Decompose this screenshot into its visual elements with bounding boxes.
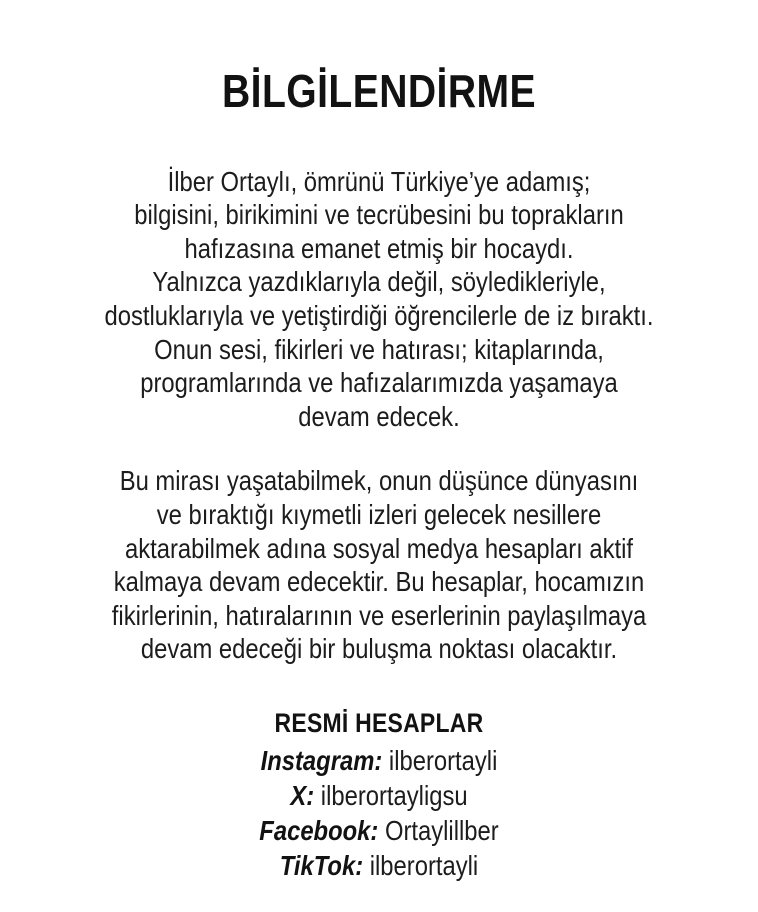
text-line: hafızasına emanet etmiş bir hocaydı. [184, 232, 574, 264]
account-row-facebook [57, 813, 701, 848]
text-line: Yalnızca yazdıklarıyla değil, söyledikleriyle, [152, 266, 606, 298]
account-platform-label: Facebook: [259, 814, 379, 846]
account-platform-label: Instagram: [260, 744, 383, 776]
text-line: programlarında ve hafızalarımızda yaşamaya [140, 367, 618, 399]
account-platform-label: TikTok: [279, 849, 364, 881]
account-handle: Ortaylillber [384, 814, 499, 846]
official-accounts-list [57, 743, 701, 883]
text-line: Onun sesi, fikirleri ve hatırası; kitaplarında, [154, 333, 604, 365]
account-row-instagram [57, 743, 701, 778]
account-row-x [57, 778, 701, 813]
text-line: dostluklarıyla ve yetiştirdiği öğrencilerle de iz bıraktı. [104, 299, 654, 331]
text-line: devam edeceği bir buluşma noktası olacaktır. [140, 633, 618, 665]
page-title: BİLGİLENDİRME [222, 65, 536, 117]
text-line: aktarabilmek adına sosyal medya hesapları aktif [124, 532, 633, 564]
text-line: devam edecek. [298, 400, 460, 432]
account-platform-label: X: [290, 779, 315, 811]
official-accounts-heading: RESMİ HESAPLAR [274, 707, 484, 738]
text-line: ve bıraktığı kıymetli izleri gelecek nesillere [156, 498, 602, 530]
text-line: fikirlerinin, hatıralarının ve eserlerinin paylaşılmaya [111, 599, 647, 631]
legacy-paragraph [57, 464, 701, 666]
account-handle: ilberortayli [388, 744, 498, 776]
text-line: kalmaya devam edecektir. Bu hesaplar, hocamızın [113, 566, 645, 598]
account-row-tiktok [57, 848, 701, 883]
account-handle: ilberortayli [369, 849, 479, 881]
announcement-content [57, 66, 701, 883]
text-line: bilgisini, birikimini ve tecrübesini bu toprakların [134, 199, 624, 231]
text-line: Bu mirası yaşatabilmek, onun düşünce dünyasını [119, 465, 639, 497]
account-handle: ilberortayligsu [320, 779, 468, 811]
text-line: İlber Ortaylı, ömrünü Türkiye’ye adamış; [167, 165, 591, 197]
intro-paragraph [57, 165, 701, 434]
